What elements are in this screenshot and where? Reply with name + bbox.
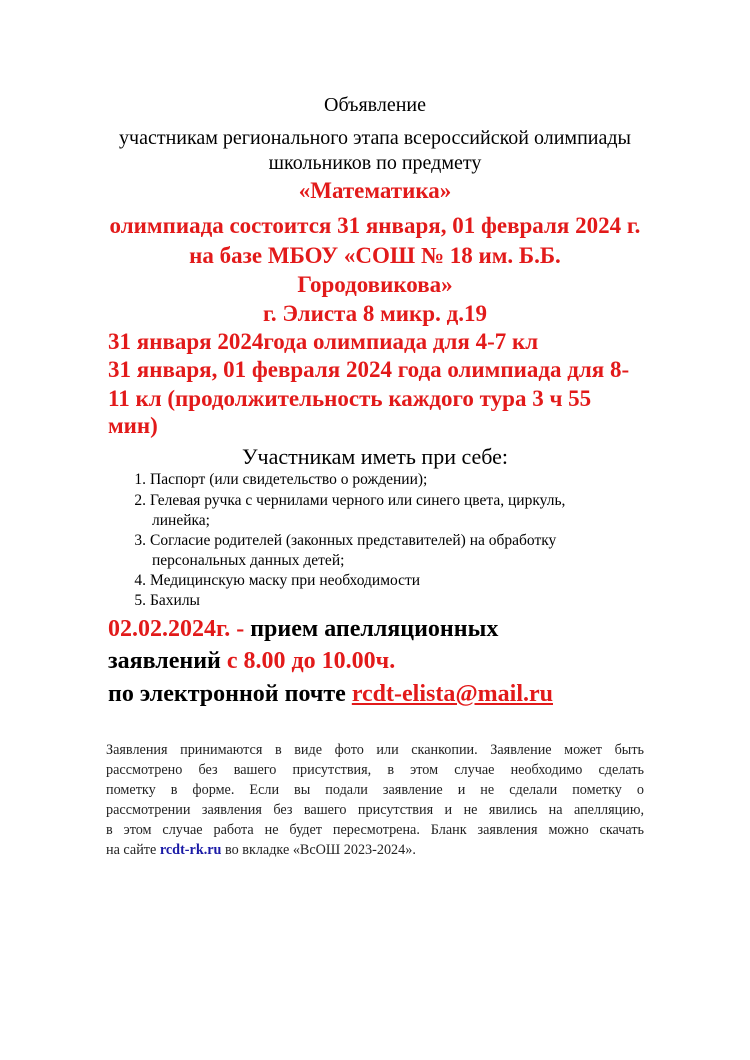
venue-line: на базе МБОУ «СОШ № 18 им. Б.Б. — [189, 243, 561, 268]
schedule-line: 31 января, 01 февраля 2024 года олимпиада для 8- — [108, 357, 630, 382]
subject: «Математика» — [298, 178, 452, 203]
list-item: 3. Согласие родителей (законных представителей) на обработку — [134, 532, 557, 549]
list-item: 5. Бахилы — [134, 592, 200, 609]
note-paragraph: Заявления принимаются в виде фото или сканкопии. Заявление может быть рассмотрено без вашего присутствия, в этом случае необходимо сделать пометку в форме. Если вы подали заявление и не сделали пометку о рассмотрении заявления без вашего присутствия и не явились на апелляцию, в этом случае работа не будет пересмотрена. Бланк заявления можно скачать на сайте rcdt-rk.ru во вкладке «ВсОШ 2023-2024». — [106, 742, 644, 858]
list-item: 4. Медицинскую маску при необходимости — [134, 572, 421, 589]
appeal-line: заявлений с 8.00 до 10.00ч. — [108, 648, 396, 674]
subtitle-line: участникам регионального этапа всероссийской олимпиады — [119, 127, 631, 149]
appeal-line: 02.02.2024г. - прием апелляционных — [108, 616, 499, 642]
subtitle-line: школьников по предмету — [268, 152, 482, 174]
site-link[interactable]: rcdt-rk.ru — [159, 842, 222, 858]
bring-title: Участникам иметь при себе: — [241, 444, 509, 469]
appeal-email-line: по электронной почте rcdt-elista@mail.ru — [108, 681, 553, 707]
venue-line: Городовикова» — [297, 272, 453, 297]
list-item: 2. Гелевая ручка с чернилами черного или синего цвета, циркуль, — [134, 492, 566, 509]
address: г. Элиста 8 микр. д.19 — [263, 301, 487, 326]
schedule-line: 31 января 2024года олимпиада для 4-7 кл — [108, 329, 539, 354]
schedule-line: 11 кл (продолжительность каждого тура 3 ч 55 — [108, 386, 592, 411]
olympiad-dates: олимпиада состоится 31 января, 01 февраля 2024 г. — [109, 213, 641, 238]
appeal-time: с 8.00 до 10.00ч. — [220, 648, 396, 674]
list-item-continuation: линейка; — [152, 512, 210, 529]
appeal-date: 02.02.2024г. - — [108, 616, 245, 642]
schedule-line: мин) — [108, 413, 158, 438]
list-item-continuation: персональных данных детей; — [152, 552, 345, 569]
title: Объявление — [324, 94, 426, 116]
email-link[interactable]: rcdt-elista@mail.ru — [351, 681, 553, 707]
list-item: 1. Паспорт (или свидетельство о рождении); — [134, 471, 428, 488]
